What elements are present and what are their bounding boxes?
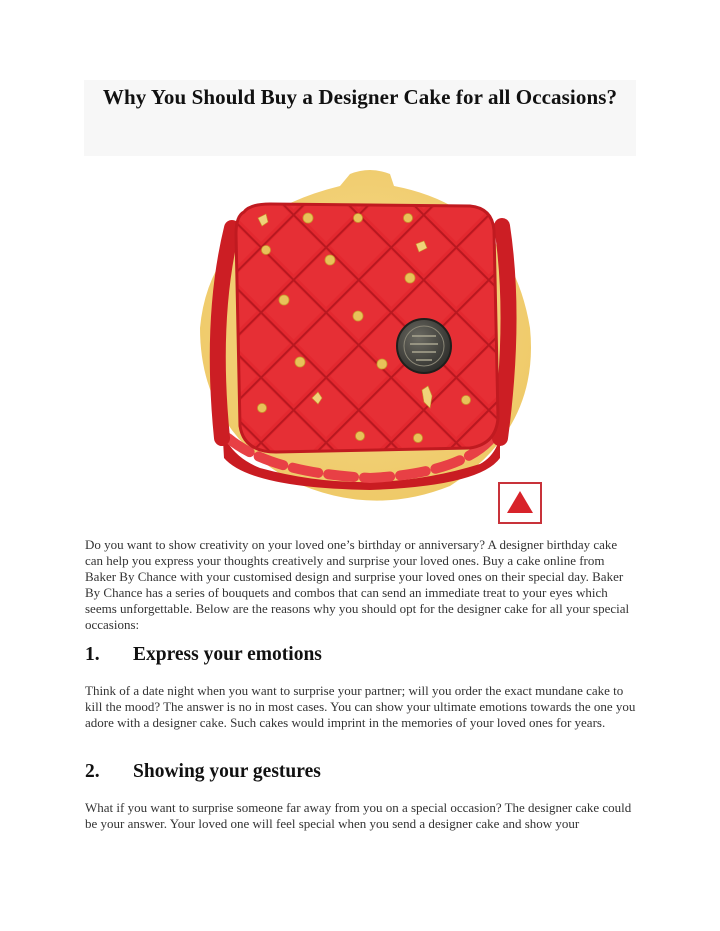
scroll-to-top-button[interactable] xyxy=(498,482,542,524)
section-title: Showing your gestures xyxy=(133,761,321,782)
triangle-up-icon xyxy=(507,491,533,513)
document-title: Why You Should Buy a Designer Cake for all Occasions? xyxy=(102,85,618,109)
chocolate-medallion xyxy=(397,319,451,373)
section-number: 1. xyxy=(85,644,100,665)
section-heading-2 xyxy=(85,761,321,783)
intro-paragraph: Do you want to show creativity on your loved one’s birthday or anniversary? A designer birthday cake can help you express your thoughts creatively and surprise your loved ones. Buy a cake online from Baker By Chance with your customised design and surprise your loved ones on their special day. Baker By Chance has a series of bouquets and combos that can send an immediate treat to your eyes which seems unforgettable. Below are the reasons why you should opt for the designer cake for all your special occasions: xyxy=(85,537,630,632)
cake-body xyxy=(236,204,498,452)
section-heading-1 xyxy=(85,644,322,666)
section-paragraph-1: Think of a date night when you want to surprise your partner; will you order the exact mundane cake to kill the mood? The answer is no in most cases. You can show your ultimate emotions towards the one you adore with a designer cake. Such cakes would imprint in the memories of your loved ones for years. xyxy=(85,683,636,730)
section-title: Express your emotions xyxy=(133,644,322,665)
section-number: 2. xyxy=(85,761,100,782)
section-paragraph-2: What if you want to surprise someone far away from you on a special occasion? The designer cake could be your answer. Your loved one will feel special when you send a designer cake and show your xyxy=(85,800,632,831)
